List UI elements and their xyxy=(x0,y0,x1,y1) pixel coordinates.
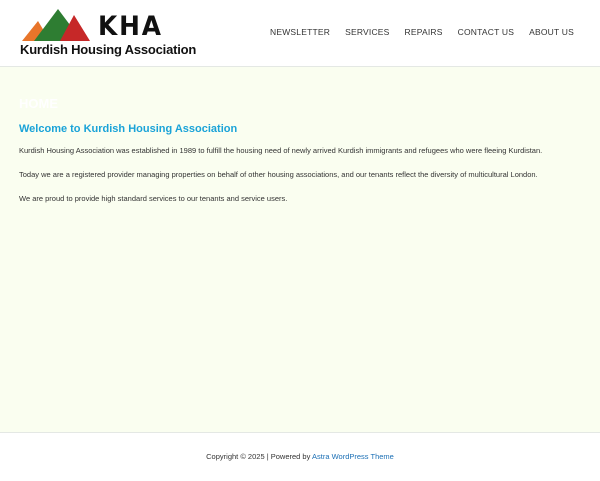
site-logo[interactable] xyxy=(20,7,197,59)
page-title: HOME xyxy=(19,96,58,111)
mountains-logo-icon xyxy=(20,7,100,43)
nav-item-contact-us[interactable]: CONTACT US xyxy=(457,27,515,37)
main-nav xyxy=(270,27,574,37)
main-content xyxy=(0,67,600,432)
site-footer xyxy=(0,432,600,481)
services-paragraph: We are proud to provide high standard services to our tenants and service users. xyxy=(19,194,288,203)
intro-paragraph: Kurdish Housing Association was established in 1989 to fulfill the housing need of newly arrived Kurdish immigrants and refugees who were fleeing Kurdistan. xyxy=(19,146,543,155)
logo-initials: KHA xyxy=(98,11,163,42)
nav-item-about-us[interactable]: ABOUT US xyxy=(529,27,574,37)
copyright-text xyxy=(0,452,600,461)
nav-item-repairs[interactable]: REPAIRS xyxy=(404,27,443,37)
astra-theme-link[interactable]: Astra WordPress Theme xyxy=(312,452,394,461)
provider-paragraph: Today we are a registered provider managing properties on behalf of other housing associations, and our tenants reflect the diversity of multicultural London. xyxy=(19,170,538,179)
copyright-label: Copyright © 2025 | Powered by xyxy=(206,452,311,461)
logo-name: Kurdish Housing Association xyxy=(20,42,197,57)
welcome-heading: Welcome to Kurdish Housing Association xyxy=(19,123,238,135)
nav-item-services[interactable]: SERVICES xyxy=(345,27,390,37)
nav-item-newsletter[interactable]: NEWSLETTER xyxy=(270,27,331,37)
site-header xyxy=(0,0,600,67)
